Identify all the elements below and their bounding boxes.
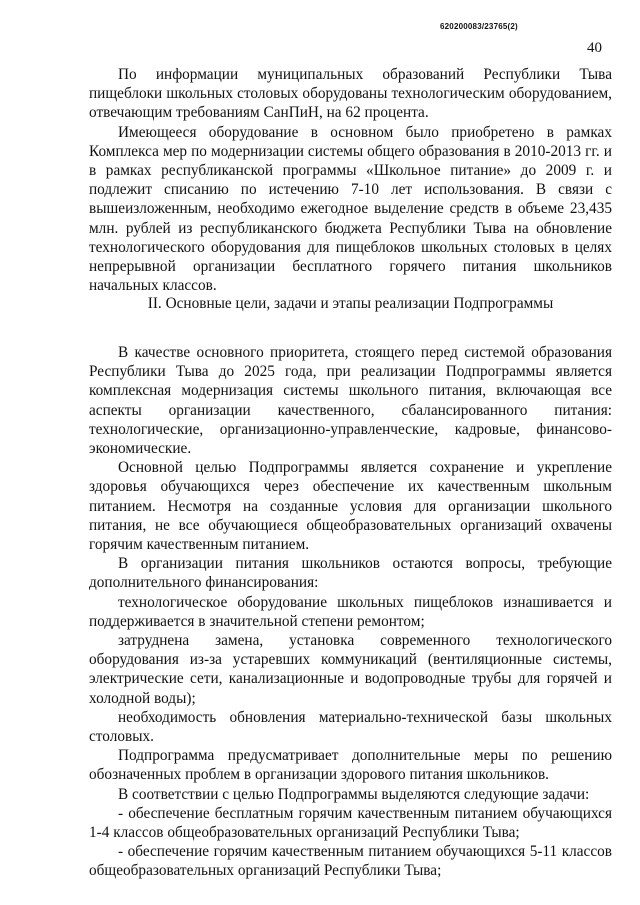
paragraph-equipment-funding: Имеющееся оборудование в основном было приобретено в рамках Комплекса мер по модернизации системы общего образования в 2010-2013 гг. и в рамках республиканской программы «Школьное питание» до 2009 г. и подлежит списанию по истечению 7-10 лет использования. В связи с вышеизложенным, необходимо ежегодное выделение средств в объеме 23,435 млн. рублей из республиканского бюджета Республики Тыва на обновление технологического оборудования для пищеблоков школьных столовых в целях непрерывной организации бесплатного горячего питания школьников начальных классов. <box>89 123 612 295</box>
paragraph-additional-measures: Подпрограмма предусматривает дополнительные меры по решению обозначенных проблем в организации здорового питания школьников. <box>89 747 612 784</box>
paragraph-priority: В качестве основного приоритета, стоящего перед системой образования Республики Тыва до 2025 года, при реализации Подпрограммы является комплексная модернизация системы школьного питания, включающая все аспекты организации качественного, сбалансированного питания: технологические, организационно-управленческие, кадровые, финансово-экономические. <box>89 344 612 458</box>
document-code: 620200083/23765(2) <box>440 22 518 31</box>
paragraph-funding-issues: В организации питания школьников остаются вопросы, требующие дополнительного финансирования: <box>89 555 612 592</box>
intro-section <box>89 65 612 295</box>
paragraph-main-goal: Основной целью Подпрограммы является сохранение и укрепление здоровья обучающихся через обеспечение их качественным школьным питанием. Несмотря на созданные условия для организации школьного питания, не все обучающиеся общеобразовательных организаций охвачены горячим качественным питанием. <box>89 459 612 554</box>
paragraph-equipment-share: По информации муниципальных образований Республики Тыва пищеблоки школьных столовых оборудованы технологическим оборудованием, отвечающим требованиям СанПиН, на 62 процента. <box>89 66 612 122</box>
list-item-equipment-wear: технологическое оборудование школьных пищеблоков изнашивается и поддерживается в значительной степени ремонтом; <box>89 593 612 630</box>
list-item-replacement: затруднена замена, установка современного технологического оборудования из-за устаревших коммуникаций (вентиляционные системы, электрические сети, канализационные и водопроводные трубы для горячей и холодной воды); <box>89 632 612 707</box>
task-item-1-4: - обеспечение бесплатным горячим качественным питанием обучающихся 1-4 классов общеобразовательных организаций Республики Тыва; <box>89 804 612 842</box>
task-item-5-11: - обеспечение горячим качественным питанием обучающихся 5-11 классов общеобразовательных организаций Республики Тыва; <box>89 843 612 880</box>
paragraph-tasks-intro: В соответствии с целью Подпрограммы выделяются следующие задачи: <box>118 785 590 803</box>
section2-body <box>89 343 612 881</box>
list-item-material-base: необходимость обновления материально-технической базы школьных столовых. <box>89 708 612 746</box>
section-heading: II. Основные цели, задачи и этапы реализации Подпрограммы <box>147 295 554 312</box>
page-number: 40 <box>587 40 602 56</box>
